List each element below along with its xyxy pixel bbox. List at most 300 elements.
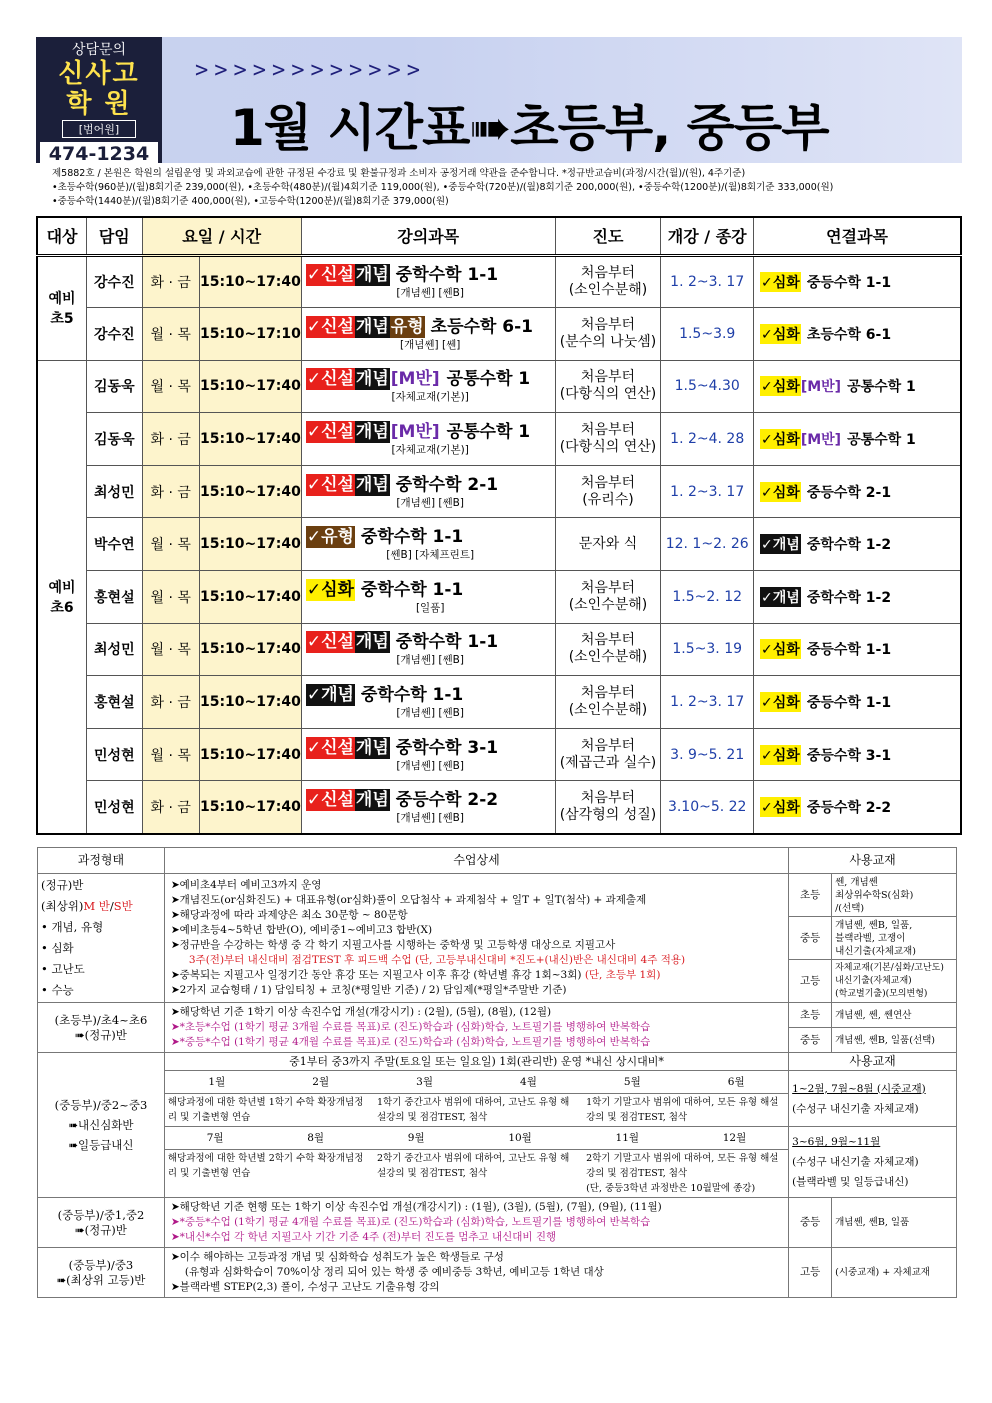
course-cell [301, 465, 555, 518]
months-detail-2 [164, 1150, 788, 1198]
label-part: / [109, 899, 114, 913]
logo-name-1: 신사고 [58, 59, 140, 89]
class-time: 15:10~17:10 [199, 308, 301, 361]
class-days: 화 · 금 [142, 465, 199, 518]
teacher-name: 홍현설 [87, 676, 142, 729]
book-list: 자체교재(기본/심화/고난도) 내신기출(자체교재) (학교별기출)(모의변형) [832, 960, 957, 1003]
progress-text: 처음부터 [580, 316, 636, 333]
course-tag: ✓신설 [306, 632, 354, 653]
progress-text: (제곱근과 실수) [559, 754, 657, 771]
timetable-row [37, 360, 961, 413]
detail-line: ➤정규반을 수강하는 학생 중 각 학기 지필고사를 시행하는 중학생 및 고등학생 대상으로 지필고사 [170, 939, 616, 951]
linked-course [754, 518, 961, 571]
label-part: S반 [113, 899, 133, 913]
book-level: 초등 [789, 1003, 832, 1028]
section-mid-label [38, 1053, 165, 1198]
linked-tag: ✓심화 [760, 692, 801, 712]
book-list: 쎈, 개념쎈 최상위수학S(심화) /(선택) [832, 874, 957, 917]
progress-text: (소인수분해) [568, 702, 648, 719]
month-label: 1월 [208, 1075, 226, 1088]
linked-course [754, 781, 961, 834]
month-label: 4월 [520, 1075, 537, 1088]
timetable-row [37, 676, 961, 729]
progress-cell [555, 413, 661, 466]
progress-cell [555, 465, 661, 518]
month-label: 6월 [727, 1075, 745, 1088]
label-part: M 반 [83, 899, 110, 913]
book-period-1 [789, 1071, 957, 1127]
course-dates: 1. 2~3. 17 [661, 465, 754, 518]
month-label: 10월 [508, 1131, 532, 1144]
course-title [306, 526, 555, 548]
linked-class: [M반] [800, 432, 842, 449]
header-schedule: 요일 / 시간 [142, 217, 301, 255]
label-line: • 심화 [41, 941, 74, 955]
course-tag: ✓신설 [306, 474, 354, 495]
months-row-2 [164, 1127, 788, 1150]
course-title [306, 368, 555, 390]
label-line: • 고난도 [41, 962, 85, 976]
month-detail: 해당과정에 대한 학년별 2학기 수학 확장개념정리 및 기출변형 연습 [167, 1153, 364, 1179]
linked-subject: 중학수학 1-2 [806, 589, 892, 606]
class-days: 월 · 목 [142, 728, 199, 781]
progress-text: (다항식의 연산) [559, 439, 657, 456]
detail-part: 3주(전)부터 내신대비 점검TEST 후 피드백 수업 [188, 954, 412, 966]
info-header-books: 사용교재 [789, 1053, 957, 1071]
course-books: [개념쎈] [쎈B] [396, 811, 464, 824]
book-level: 고등 [789, 960, 832, 1003]
month-label: 12월 [722, 1131, 747, 1144]
progress-text: 문자와 식 [578, 535, 638, 552]
info-header-books: 사용교재 [789, 848, 957, 874]
class-time: 15:10~17:40 [199, 413, 301, 466]
linked-tag: ✓심화 [760, 272, 801, 292]
linked-tag: ✓심화 [760, 639, 801, 659]
course-tag: 개념 [355, 422, 389, 443]
course-title [306, 631, 555, 653]
header-course: 강의과목 [301, 217, 555, 255]
month-label: 2월 [312, 1075, 330, 1088]
weekend-note: 중1부터 중3까지 주말(토요일 또는 일요일) 1회(관리반) 운영 *내신 상시대비* [164, 1053, 788, 1071]
course-cell [301, 255, 555, 308]
course-tag: ✓개념 [306, 685, 354, 706]
course-subject: 중학수학 1-1 [395, 632, 499, 653]
label-line: • 수능 [41, 983, 74, 997]
class-time: 15:10~17:40 [199, 728, 301, 781]
class-days: 화 · 금 [142, 676, 199, 729]
course-tag: 유형 [390, 316, 424, 337]
course-tag: ✓신설 [306, 789, 354, 810]
course-subject: 공통수학 1 [446, 369, 531, 390]
label-part: (최상위) [41, 899, 84, 913]
course-subject: 중학수학 1-1 [360, 685, 464, 706]
course-books: [쎈B] [자체프린트] [386, 549, 475, 562]
teacher-name: 민성현 [87, 728, 142, 781]
timetable-header [37, 217, 961, 255]
linked-tag: ✓심화 [760, 324, 801, 344]
course-tag: 개념 [355, 632, 389, 653]
linked-tag: ✓심화 [760, 376, 801, 396]
teacher-name: 최성민 [87, 623, 142, 676]
class-days: 화 · 금 [142, 781, 199, 834]
course-title [306, 579, 555, 601]
course-tag: 개념 [355, 264, 389, 285]
book-level: 중등 [789, 917, 832, 960]
month-label: 3월 [416, 1075, 433, 1088]
detail-line: ➤블랙라벨 STEP(2,3) 풀이, 수성구 고난도 기출유형 강의 [170, 1281, 440, 1293]
linked-course [754, 360, 961, 413]
detail-part: (단, 초등부 1회) [584, 969, 661, 981]
book-period-2 [789, 1127, 957, 1198]
logo-name-2: 학 원 [66, 89, 132, 119]
linked-subject: 중등수학 3-1 [806, 747, 892, 764]
course-cell [301, 571, 555, 624]
course-tag: 개념 [355, 789, 389, 810]
notice-line: 제5882호 / 본원은 학원의 설립운영 및 과외교습에 관한 규정된 수강료 및 환불규정과 소비자 공정거래 약관을 준수합니다. *정규반교습비(과정/시간(월)/(원), 4주기준) [52, 168, 746, 179]
linked-course [754, 255, 961, 308]
course-title [306, 684, 555, 706]
class-time: 15:10~17:40 [199, 676, 301, 729]
class-days: 화 · 금 [142, 413, 199, 466]
course-subject: 중학수학 1-1 [395, 264, 499, 285]
teacher-name: 강수진 [87, 308, 142, 361]
label-line: ➠(최상위 고등)반 [56, 1272, 146, 1287]
label-line: (초등부)/초4~초6 [54, 1012, 148, 1027]
timetable-row [37, 518, 961, 571]
course-title [306, 316, 555, 338]
timetable-row [37, 623, 961, 676]
detail-line: ➤예비초4부터 예비고3까지 운영 [170, 879, 322, 891]
course-tag: ✓신설 [306, 422, 354, 443]
progress-text: 처음부터 [580, 422, 636, 439]
book-period-text: (수성구 내신기출 자체교재) [792, 1102, 919, 1115]
progress-cell [555, 255, 661, 308]
progress-text: 처음부터 [580, 264, 636, 281]
info-header-type: 과정형태 [38, 848, 165, 874]
label-line: (정규)반 [41, 878, 84, 892]
course-tag: ✓신설 [306, 369, 354, 390]
timetable-row [37, 255, 961, 308]
header-progress: 진도 [555, 217, 661, 255]
linked-tag: ✓심화 [760, 429, 801, 449]
linked-subject: 중등수학 2-1 [806, 484, 892, 501]
month-label: 7월 [206, 1131, 224, 1144]
month-label: 9월 [407, 1131, 425, 1144]
course-tag: ✓신설 [306, 316, 354, 337]
header-dates: 개강 / 종강 [661, 217, 754, 255]
course-tag: ✓유형 [306, 527, 354, 548]
month-label: 11월 [615, 1131, 640, 1144]
course-dates: 1.5~3.9 [661, 308, 754, 361]
info-header-detail: 수업상세 [164, 848, 788, 874]
linked-subject: 중등수학 1-1 [806, 695, 892, 712]
linked-course [754, 571, 961, 624]
course-cell [301, 728, 555, 781]
label-line: (중등부)/중3 [68, 1257, 134, 1272]
linked-course [754, 728, 961, 781]
notice-line: •초등수학(960분)/(월)8회기준 239,000(원), •초등수학(480분)/(월)4회기준 119,000(원), •중등수학(720분)/(월)8회기준 200,000(원), •중등수학(1200분)/(월)8회기준 333,000(원) [52, 182, 834, 193]
course-books: [개념쎈] [쎈B] [396, 707, 464, 720]
class-days: 월 · 목 [142, 623, 199, 676]
course-books: [개념쎈] [쎈B] [396, 654, 464, 667]
linked-subject: 중학수학 1-2 [806, 537, 892, 554]
course-cell [301, 518, 555, 571]
course-dates: 1.5~2. 12 [661, 571, 754, 624]
detail-line: ➤*중등*수업 (1학기 평균 4개월 수료를 목표)로 (진도)학습과 (심화)학습, 노트필기를 병행하여 반복학습 [170, 1216, 651, 1228]
course-books: [자체교재(기본)] [391, 391, 469, 404]
linked-course [754, 676, 961, 729]
teacher-name: 강수진 [87, 255, 142, 308]
academy-logo [36, 37, 162, 163]
detail-line: ➤*초등*수업 (1학기 평균 3개월 수료를 목표)로 (진도)학습과 (심화)학습, 노트필기를 병행하여 반복학습 [170, 1021, 651, 1033]
linked-tag: ✓심화 [760, 745, 801, 765]
target-group: 예비 초5 [37, 255, 87, 360]
page-title: 1월 시간표➠초등부, 중등부 [230, 99, 829, 157]
course-tag: ✓심화 [306, 579, 354, 600]
course-cell [301, 360, 555, 413]
course-cell [301, 413, 555, 466]
label-line: • 개념, 유형 [41, 920, 104, 934]
class-days: 월 · 목 [142, 518, 199, 571]
progress-text: (소인수분해) [568, 281, 648, 298]
label-line: ➠(정규)반 [74, 1027, 127, 1042]
linked-subject: 공통수학 1 [847, 432, 916, 449]
class-days: 화 · 금 [142, 255, 199, 308]
course-books: [일품] [415, 601, 445, 614]
course-tag: [M반] [390, 369, 440, 390]
progress-cell [555, 623, 661, 676]
progress-cell [555, 360, 661, 413]
class-time: 15:10~17:40 [199, 255, 301, 308]
months-row-1 [164, 1071, 788, 1094]
course-tag: 개념 [355, 737, 389, 758]
linked-subject: 공통수학 1 [847, 379, 916, 396]
book-list: 개념쎈, 쎈B, 일품, 블랙라벨, 고쟁이 내신기출(자체교재) [832, 917, 957, 960]
course-dates: 12. 1~2. 26 [661, 518, 754, 571]
label-line: ➠일등급내신 [68, 1138, 134, 1152]
linked-tag: ✓개념 [760, 534, 801, 554]
course-subject: 중학수학 2-1 [395, 474, 499, 495]
course-cell [301, 676, 555, 729]
class-time: 15:10~17:40 [199, 360, 301, 413]
month-detail: 1학기 기말고사 범위에 대하여, 모든 유형 해설강의 및 점검TEST, 첨삭 [586, 1097, 779, 1123]
section-top-label [38, 1248, 165, 1298]
progress-text: 처음부터 [580, 685, 636, 702]
timetable [36, 216, 962, 835]
class-time: 15:10~17:40 [199, 623, 301, 676]
notice-line: •중등수학(1440분)/(월)8회기준 400,000(원), •고등수학(1200분)/(월)8회기준 379,000(원) [52, 196, 449, 207]
logo-top-text: 상담문의 [71, 42, 127, 58]
detail-line [171, 968, 782, 983]
detail-line: (유형과 심화학습이 70%이상 정리 되어 있는 학생 중 예비중등 3학년, 예비고등 1학년 대상 [184, 1266, 604, 1278]
section-regular-detail [164, 874, 788, 1003]
book-level: 고등 [789, 1248, 832, 1298]
course-title [306, 737, 555, 759]
progress-cell [555, 676, 661, 729]
progress-text: (다항식의 연산) [559, 386, 657, 403]
timetable-row [37, 728, 961, 781]
course-title [306, 789, 555, 811]
book-list: 개념쎈, 쎈B, 일품 [832, 1198, 957, 1248]
progress-text: (유리수) [582, 491, 634, 508]
book-level: 중등 [789, 1028, 832, 1053]
course-books: [개념쎈] [쎈B] [396, 496, 464, 509]
linked-subject: 초등수학 6-1 [806, 326, 892, 343]
course-books: [개념쎈] [쎈] [400, 338, 461, 351]
class-days: 월 · 목 [142, 308, 199, 361]
month-detail: 2학기 기말고사 범위에 대하여, 모든 유형 해설강의 및 점검TEST, 첨삭 [586, 1153, 779, 1179]
month-detail: 1학기 중간고사 범위에 대하여, 고난도 유형 해설강의 및 점검TEST, 첨삭 [376, 1097, 570, 1123]
class-days: 월 · 목 [142, 571, 199, 624]
course-dates: 3.10~5. 22 [661, 781, 754, 834]
course-subject: 중학수학 1-1 [360, 579, 464, 600]
detail-part: ➤중복되는 지필고사 일정기간 동안 휴강 또는 지필고사 이후 휴강 (학년별 휴강 1회~3회) [170, 969, 582, 981]
linked-subject: 중등수학 2-2 [806, 799, 892, 816]
progress-text: 처음부터 [580, 737, 636, 754]
course-subject: 공통수학 1 [446, 422, 531, 443]
book-period-text: (블랙라벨 및 일등급내신) [792, 1176, 909, 1188]
detail-line [171, 953, 782, 968]
linked-course [754, 623, 961, 676]
label-line: (중등부)/중1,중2 [57, 1207, 145, 1222]
month-detail: 해당과정에 대한 학년별 1학기 수학 확장개념정리 및 기출변형 연습 [167, 1097, 364, 1123]
header-arrows: >>>>>>>>>>>> [195, 58, 426, 83]
course-tag: ✓신설 [306, 264, 354, 285]
month-label: 5월 [623, 1075, 641, 1088]
course-subject: 중학수학 1-1 [360, 527, 464, 548]
detail-line: ➤개념진도(or심화진도) + 대표유형(or심화)풀이 오답첨삭 + 과제첨삭 + 일T + 일T(첨삭) + 과제출제 [170, 894, 647, 906]
progress-text: 처음부터 [580, 789, 636, 806]
section-elem-detail [164, 1003, 788, 1053]
book-level: 초등 [789, 874, 832, 917]
book-period-text: (수성구 내신기출 자체교재) [792, 1156, 919, 1168]
teacher-name: 최성민 [87, 465, 142, 518]
linked-subject: 중등수학 1-1 [806, 274, 892, 291]
progress-text: 처음부터 [580, 632, 636, 649]
course-subject: 중학수학 3-1 [395, 737, 499, 758]
teacher-name: 민성현 [87, 781, 142, 834]
progress-cell [555, 308, 661, 361]
progress-text: 처음부터 [580, 369, 636, 386]
progress-cell [555, 518, 661, 571]
header-target: 대상 [37, 217, 87, 255]
fee-notice [52, 167, 962, 209]
course-dates: 1.5~3. 19 [661, 623, 754, 676]
course-dates: 1. 2~3. 17 [661, 676, 754, 729]
progress-text: 처음부터 [580, 474, 636, 491]
detail-line: ➤해당학년 기준 현행 또는 1학기 이상 속진수업 개설(개강시기) : (1월), (3월), (5월), (7월), (9월), (11월) [170, 1201, 662, 1213]
linked-tag: ✓개념 [760, 587, 801, 607]
detail-line: ➤2가지 교습형태 / 1) 담임티칭 + 코칭(*평일반 기준) / 2) 담임제(*평일*주말반 기준) [170, 984, 567, 996]
detail-line: ➤이수 해야하는 고등과정 개념 및 심화학습 성취도가 높은 학생들로 구성 [170, 1251, 504, 1263]
course-cell [301, 308, 555, 361]
timetable-row [37, 413, 961, 466]
month-label: 8월 [307, 1131, 325, 1144]
course-tag: ✓신설 [306, 737, 354, 758]
teacher-name: 김동욱 [87, 360, 142, 413]
section-regular-label [38, 874, 165, 1003]
linked-tag: ✓심화 [760, 482, 801, 502]
detail-part: (단, 고등부내신대비 *진도+(내신)반은 내신대비 4주 적용) [414, 954, 686, 966]
header-teacher: 담임 [87, 217, 142, 255]
course-books: [개념쎈] [쎈B] [396, 286, 464, 299]
course-dates: 1. 2~4. 28 [661, 413, 754, 466]
label-line: ➠내신심화반 [68, 1118, 134, 1132]
course-dates: 1. 2~3. 17 [661, 255, 754, 308]
section-top-detail [164, 1248, 788, 1298]
teacher-name: 홍현설 [87, 571, 142, 624]
course-subject: 중등수학 2-2 [395, 789, 499, 810]
course-info-table [37, 847, 957, 1298]
course-title [306, 474, 555, 496]
course-cell [301, 623, 555, 676]
detail-line: ➤*중등*수업 (1학기 평균 4개월 수료를 목표)로 (진도)학습과 (심화)학습, 노트필기를 병행하여 반복학습 [170, 1036, 651, 1048]
class-time: 15:10~17:40 [199, 518, 301, 571]
progress-cell [555, 781, 661, 834]
book-level: 중등 [789, 1198, 832, 1248]
teacher-name: 김동욱 [87, 413, 142, 466]
months-detail-1 [164, 1094, 788, 1127]
class-days: 월 · 목 [142, 360, 199, 413]
progress-cell [555, 571, 661, 624]
logo-branch: [범어원] [62, 120, 136, 138]
course-tag: 개념 [355, 474, 389, 495]
detail-line: ➤*내신*수업 각 학년 지필고사 기간 기준 4주 (전)부터 진도를 멈추고 내신대비 진행 [170, 1231, 557, 1243]
progress-text: (분수의 나눗셈) [559, 333, 657, 350]
logo-phone: 474-1234 [40, 142, 158, 166]
header-linked: 연결과목 [754, 217, 961, 255]
progress-text: 처음부터 [580, 579, 636, 596]
class-time: 15:10~17:40 [199, 571, 301, 624]
progress-text: (소인수분해) [568, 596, 648, 613]
section-elem-label [38, 1003, 165, 1053]
book-list: 개념쎈, 쎈, 쎈연산 [832, 1003, 957, 1028]
course-dates: 1.5~4.30 [661, 360, 754, 413]
teacher-name: 박수연 [87, 518, 142, 571]
progress-text: (삼각형의 성질) [559, 806, 657, 823]
book-period-text: 1~2월, 7월~8월 (시중교재) [792, 1082, 926, 1095]
section-mid12-detail [164, 1198, 788, 1248]
timetable-row [37, 781, 961, 834]
section-mid12-label [38, 1198, 165, 1248]
course-tag: 개념 [355, 316, 389, 337]
label-line [41, 896, 161, 917]
course-tag: 개념 [355, 369, 389, 390]
linked-tag: ✓심화 [760, 797, 801, 817]
course-subject: 초등수학 6-1 [430, 316, 533, 337]
progress-cell [555, 728, 661, 781]
book-list: (시중교재) + 자체교재 [832, 1248, 957, 1298]
label-line: ➠(정규)반 [74, 1222, 127, 1237]
month-detail: 2학기 중간고사 범위에 대하여, 고난도 유형 해설강의 및 점검TEST, 첨삭 [376, 1153, 570, 1179]
book-period-text: 3~6월, 9월~11월 [792, 1136, 881, 1148]
course-tag: [M반] [390, 422, 440, 443]
timetable-row [37, 465, 961, 518]
target-group: 예비 초6 [37, 360, 87, 833]
linked-class: [M반] [800, 379, 842, 396]
linked-course [754, 465, 961, 518]
linked-course [754, 308, 961, 361]
linked-course [754, 413, 961, 466]
label-line: (중등부)/중2~중3 [54, 1098, 148, 1112]
book-list: 개념쎈, 쎈B, 일품(선택) [832, 1028, 957, 1053]
course-title [306, 264, 555, 286]
timetable-row [37, 571, 961, 624]
detail-line: ➤예비초등4~5학년 합반(O), 예비중1~예비고3 합반(X) [170, 924, 433, 936]
month-detail: (단, 중등3학년 과정반은 10월말에 종강) [586, 1183, 756, 1194]
progress-text: (소인수분해) [568, 649, 648, 666]
linked-subject: 중등수학 1-1 [806, 642, 892, 659]
